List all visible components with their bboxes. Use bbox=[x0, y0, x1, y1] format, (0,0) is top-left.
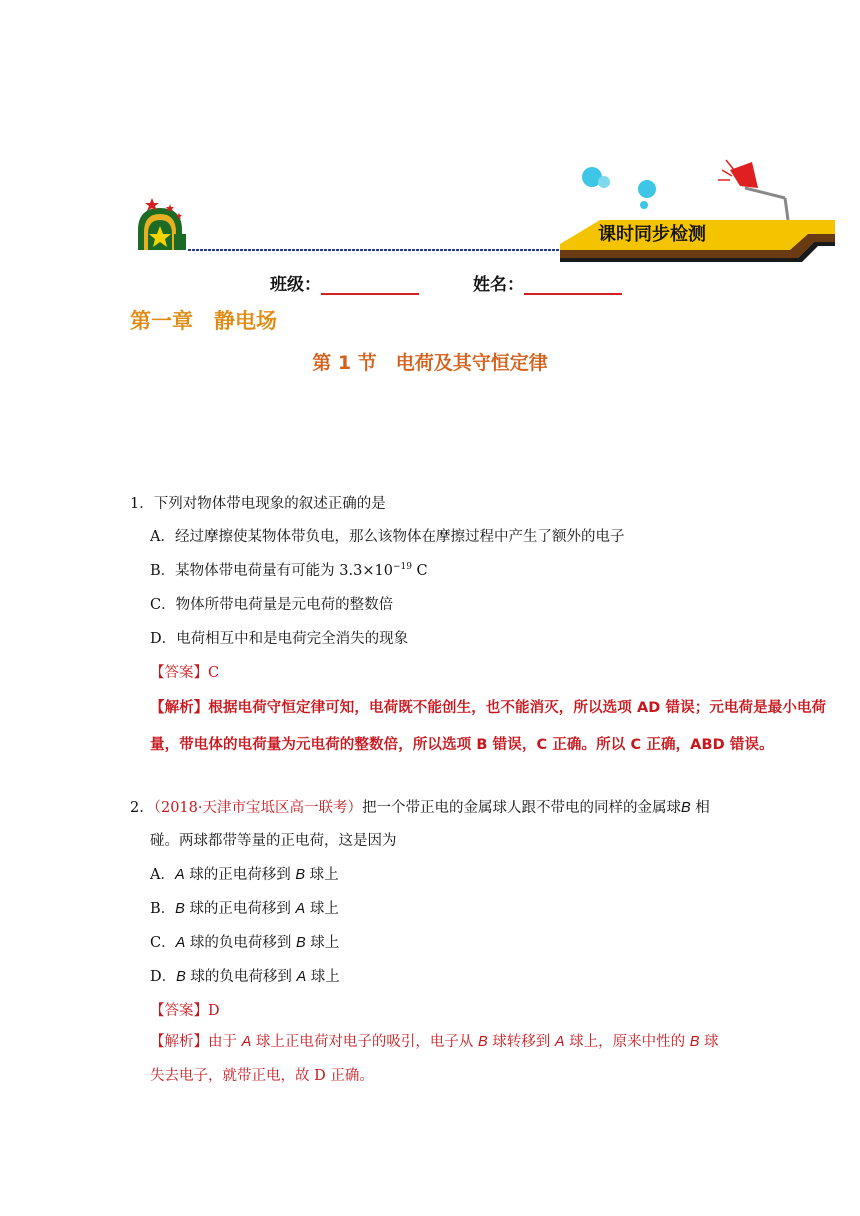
stars-badge-icon bbox=[138, 198, 186, 250]
question-2-stem-line2: 碰。两球都带等量的正电荷，这是因为 bbox=[150, 833, 397, 849]
question-1-explanation: 【解析】根据电荷守恒定律可知，电荷既不能创生，也不能消灭，所以选项 AD 错误；元电荷是最小电荷量，带电体的电荷量为元电荷的整数倍，所以选项 B 错误，C 正确。所以 C 正确，ABD 错误。 bbox=[150, 700, 827, 753]
banner-title: 课时同步检测 bbox=[598, 224, 706, 245]
chapter-title: 第一章 静电场 bbox=[130, 309, 277, 333]
name-label: 姓名： bbox=[473, 275, 524, 295]
desk-lamp-icon bbox=[718, 160, 788, 220]
class-blank[interactable] bbox=[321, 275, 419, 295]
name-blank[interactable] bbox=[524, 275, 622, 295]
question-2-stem: 2．（2018·天津市宝坻区高一联考）把一个带正电的金属球人跟不带电的同样的金属球B 相 bbox=[130, 800, 710, 816]
question-1-option-a: A．经过摩擦使某物体带负电，那么该物体在摩擦过程中产生了额外的电子 bbox=[150, 529, 625, 545]
question-1-stem: 1．下列对物体带电现象的叙述正确的是 bbox=[130, 496, 386, 512]
header-banner bbox=[130, 150, 835, 265]
class-name-row bbox=[270, 270, 622, 295]
question-1-option-b: B．某物体带电荷量有可能为 $3.3\times 10^{-19}$ C bbox=[150, 562, 428, 579]
section-title: 第 1 节 电荷及其守恒定律 bbox=[312, 352, 548, 374]
question-1-option-d: D．电荷相互中和是电荷完全消失的现象 bbox=[150, 631, 409, 647]
question-2-answer: 【答案】D bbox=[150, 1003, 220, 1019]
question-1-answer: 【答案】C bbox=[150, 665, 220, 681]
question-2-option-b: B．B 球的正电荷移到 A 球上 bbox=[150, 901, 339, 917]
question-2-explanation: 【解析】由于 A 球上正电荷对电子的吸引，电子从 B 球转移到 A 球上，原来中性的 B 球 失去电子，就带正电，故 D 正确。 bbox=[150, 1034, 719, 1084]
bubble-icon bbox=[582, 167, 656, 209]
question-2-option-a: A．A 球的正电荷移到 B 球上 bbox=[150, 867, 339, 883]
question-2-option-c: C．A 球的负电荷移到 B 球上 bbox=[150, 935, 340, 951]
question-1-option-c: C．物体所带电荷量是元电荷的整数倍 bbox=[150, 597, 394, 613]
question-2-source: （2018·天津市宝坻区高一联考） bbox=[153, 800, 362, 816]
question-2-option-d: D．B 球的负电荷移到 A 球上 bbox=[150, 969, 340, 985]
class-label: 班级： bbox=[270, 275, 321, 295]
